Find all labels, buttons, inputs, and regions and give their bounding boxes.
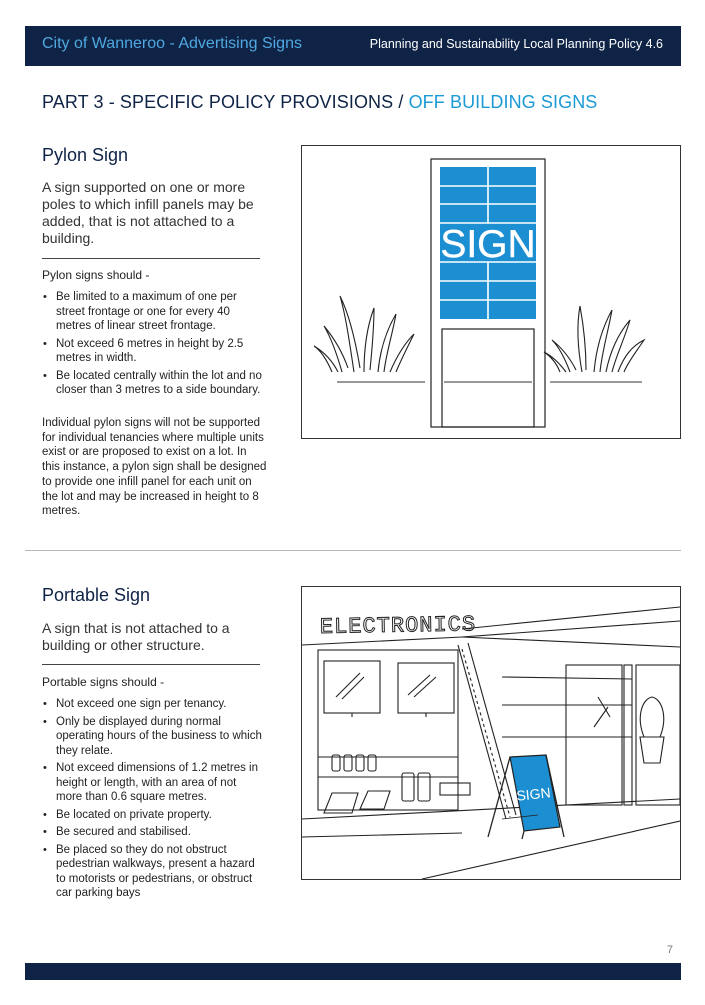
part-heading (42, 92, 597, 113)
pylon-sign-illustration (301, 145, 681, 439)
pylon-section-title: Pylon Sign (42, 145, 129, 165)
list-item: • Be placed so they do not obstruct pedestrian walkways, present a hazard to motorists or pedestrians, or obstruct car parking bays (42, 843, 264, 901)
list-item: • Not exceed one sign per tenancy. (42, 697, 264, 712)
portable-definition: A sign that is not attached to a building or other structure. (42, 620, 230, 653)
footer-bar (25, 963, 681, 980)
part-heading-accent: OFF BUILDING SIGNS (408, 92, 598, 112)
section-divider (25, 550, 681, 551)
portable-section-title: Portable Sign (42, 585, 151, 605)
portable-sign-illustration (301, 586, 681, 880)
list-item: • Be secured and stabilised. (42, 825, 264, 840)
potted-plant-icon (640, 697, 663, 737)
list-item: • Only be displayed during normal operating hours of the business to which they relate. (42, 715, 264, 759)
list-item: • Be located on private property. (42, 808, 264, 823)
part-heading-main: PART 3 - SPECIFIC POLICY PROVISIONS / (42, 92, 409, 112)
list-item: • Not exceed 6 metres in height by 2.5 metres in width. (42, 337, 264, 366)
awning-top (462, 607, 680, 629)
list-item: • Be limited to a maximum of one per street frontage or one for every 40 metres of linear street frontage. (42, 290, 264, 334)
pylon-definition: A sign supported on one or more poles to which infill panels may be added, that is not attached to a building. (42, 179, 254, 246)
shop-door (566, 665, 622, 805)
set-top-box (440, 783, 470, 795)
list-item: • Be located centrally within the lot and no closer than 3 metres to a side boundary. (42, 369, 264, 398)
store-name: ELECTRONICS (319, 612, 477, 640)
pylon-should-label: Pylon signs should - (42, 268, 150, 282)
pavement-edge (302, 799, 680, 819)
portable-rule (42, 664, 260, 665)
left-plant-icon (314, 296, 414, 372)
portable-sign-text: SIGN (515, 784, 552, 804)
hatched-pillar (624, 665, 632, 805)
tv-screen (398, 663, 454, 713)
pylon-sign-text: SIGN (440, 223, 536, 266)
policy-reference: Planning and Sustainability Local Planning Policy 4.6 (369, 37, 663, 51)
right-plant-icon (544, 306, 644, 372)
header-bar (25, 26, 681, 66)
tv-screen (324, 661, 380, 713)
document-title: City of Wanneroo - Advertising Signs (42, 35, 302, 52)
page-number: 7 (666, 944, 673, 956)
list-item: • Not exceed dimensions of 1.2 metres in height or length, with an area of not more than 0.6 square metres. (42, 761, 264, 805)
column-edge (458, 645, 506, 819)
shop-window (318, 650, 458, 810)
portable-should-label: Portable signs should - (42, 675, 165, 689)
pylon-rule (42, 258, 260, 259)
pylon-paragraph: Individual pylon signs will not be supported for individual tenancies where multiple units exist or are proposed to exist on a lot. In this instance, a pylon sign shall be designed to provide one infill panel for each unit on the lot and may be increased in height to 8 metres. (42, 417, 267, 518)
pylon-lower-opening (442, 329, 534, 427)
portable-bullet-list (42, 697, 264, 904)
tablet-device (360, 791, 390, 809)
pylon-bullet-list (42, 290, 264, 401)
